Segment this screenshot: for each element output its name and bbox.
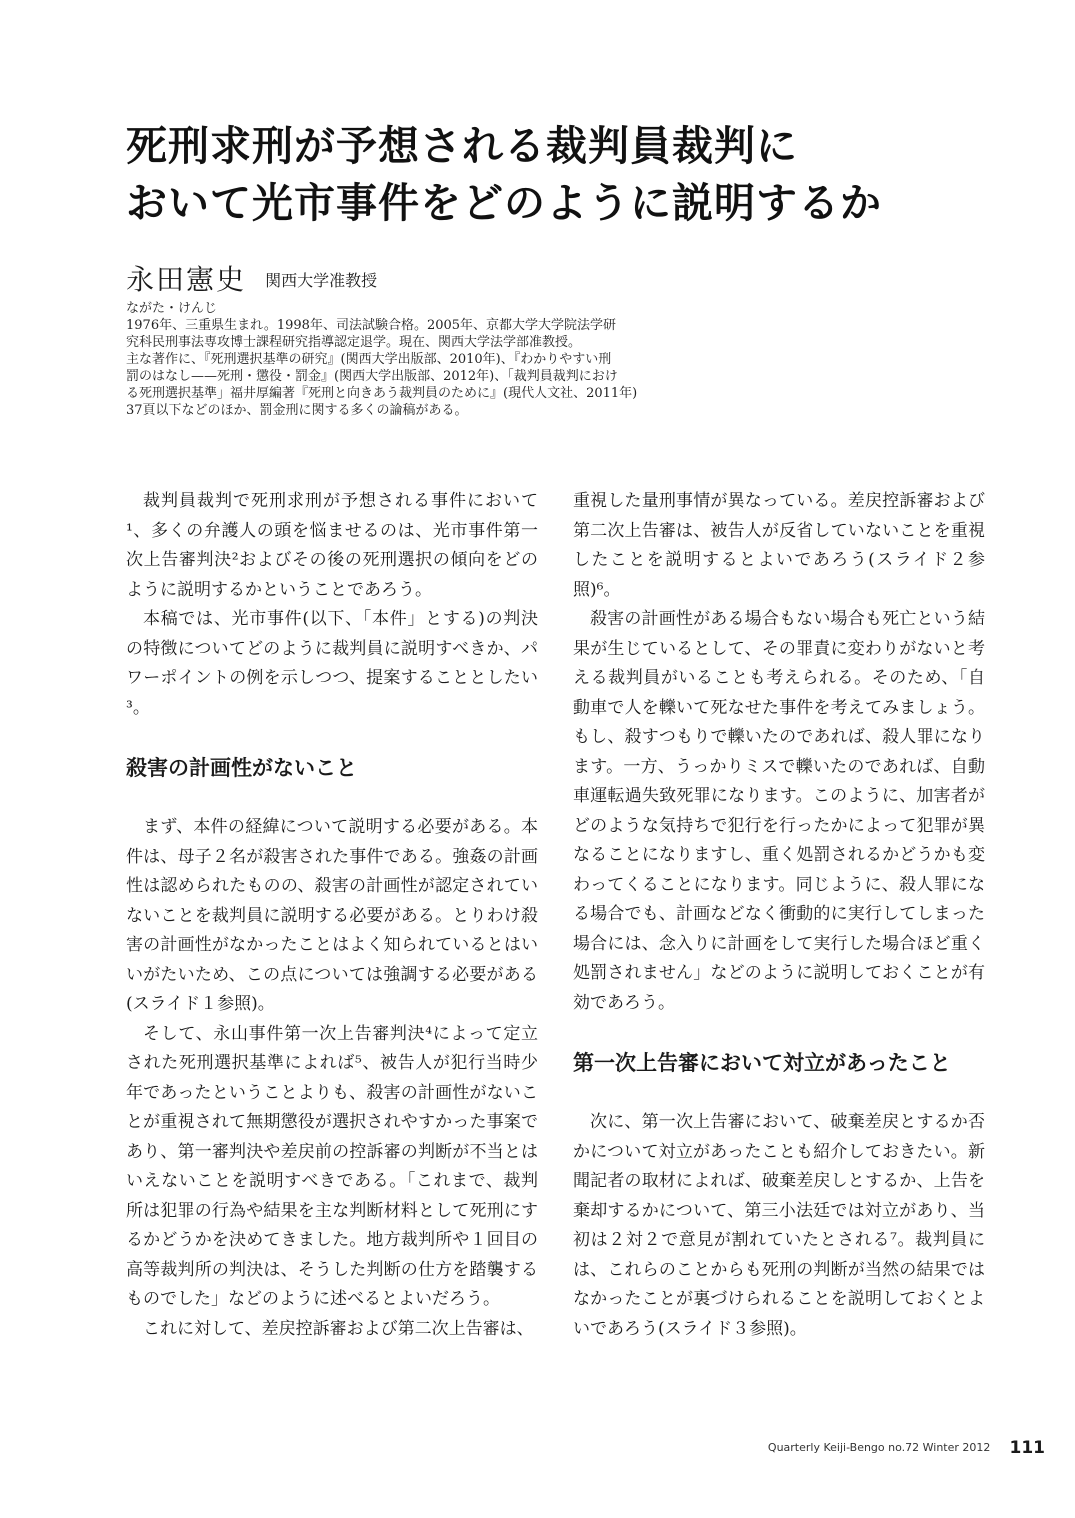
body-paragraph: 次に、第一次上告審において、破棄差戻とするか否かについて対立があったことも紹介しておきたい。新聞記者の取材によれば、破棄差戻しとするか、上告を棄却するかについて、第三小法廷では対立があり、当初は２対２で意見が割れていたとされる⁷。裁判員には、これらのことからも死刑の判断が当然の結果ではなかったことが裏づけられることを説明しておくとよいであろう(スライド３参照)。 bbox=[573, 1112, 985, 1339]
body-paragraph: 裁判員裁判で死刑求刑が予想される事件において¹、多くの弁護人の頭を悩ませるのは、光市事件第一次上告審判決²およびその後の死刑選択の傾向をどのように説明するかということであろう。 bbox=[126, 491, 538, 600]
bio-line: る死刑選択基準」福井厚編著『死刑と向きあう裁判員のために』(現代人文社、2011年) bbox=[126, 386, 638, 401]
author-affiliation: 関西大学准教授 bbox=[265, 271, 378, 290]
author-row bbox=[126, 258, 377, 298]
section-heading: 殺害の計画性がないこと bbox=[126, 755, 357, 780]
bio-reading: ながた・けんじ bbox=[126, 301, 218, 316]
right-column bbox=[573, 487, 985, 1344]
body-paragraph: 殺害の計画性がある場合もない場合も死亡という結果が生じているとして、その罪責に変わりがないと考える裁判員がいることも考えられる。そのため、「自動車で人を轢いて死なせた事件を考えてみましょう。もし、殺すつもりで轢いたのであれば、殺人罪になります。一方、うっかりミスで轢いたのであれば、自動車運転過失致死罪になります。このように、加害者がどのような気持ちで犯行を行ったかによって犯罪が異なることになりますし、重く処罰されるかどうかも変わってくることになります。同じように、殺人罪になる場合でも、計画などなく衝動的に実行してしまった場合には、念入りに計画をして実行した場合ほど重く処罰されません」などのように説明しておくことが有効であろう。 bbox=[573, 609, 985, 1013]
bio-line: 究科民刑事法専攻博士課程研究指導認定退学。現在、関西大学法学部准教授。 bbox=[126, 335, 582, 350]
left-column bbox=[126, 487, 538, 1344]
bio-line: 主な著作に、『死刑選択基準の研究』(関西大学出版部、2010年)、『わかりやすい刑 bbox=[126, 352, 612, 367]
bio-line: 罰のはなし——死刑・懲役・罰金』(関西大学出版部、2012年)、「裁判員裁判におけ bbox=[126, 369, 618, 384]
journal-name: Quarterly Keiji-Bengo no.72 Winter 2012 bbox=[767, 1441, 991, 1454]
bio-line: 37頁以下などのほか、罰金刑に関する多くの論稿がある。 bbox=[126, 403, 468, 418]
body-paragraph: 本稿では、光市事件(以下、「本件」とする)の判決の特徴についてどのように裁判員に説明すべきか、パワーポイントの例を示しつつ、提案することとしたい³。 bbox=[126, 609, 538, 718]
body-paragraph: まず、本件の経緯について説明する必要がある。本件は、母子２名が殺害された事件である。強姦の計画性は認められたものの、殺害の計画性が認定されていないことを裁判員に説明する必要がある。とりわけ殺害の計画性がなかったことはよく知られているとはいいがたいため、この点については強調する必要がある(スライド１参照)。 bbox=[126, 817, 538, 1014]
title-line-2: おいて光市事件をどのように説明するか bbox=[126, 179, 882, 227]
bio-line: 1976年、三重県生まれ。1998年、司法試験合格。2005年、京都大学大学院法学研 bbox=[126, 318, 617, 333]
body-paragraph: 重視した量刑事情が異なっている。差戻控訴審および第二次上告審は、被告人が反省していないことを重視したことを説明するとよいであろう(スライド２参照)⁶。 bbox=[573, 491, 985, 600]
article-title bbox=[126, 118, 1026, 232]
body-paragraph: そして、永山事件第一次上告審判決⁴によって定立された死刑選択基準によれば⁵、被告人が犯行当時少年であったということよりも、殺害の計画性がないことが重視されて無期懲役が選択されやすかった事案であり、第一審判決や差戻前の控訴審の判断が不当とはいえないことを説明すべきである。「これまで、裁判所は犯罪の行為や結果を主な判断材料として死刑にするかどうかを決めてきました。地方裁判所や１回目の高等裁判所の判決は、そうした判断の仕方を踏襲するものでした」などのように述べるとよいだろう。 bbox=[126, 1023, 538, 1309]
section-heading: 第一次上告審において対立があったこと bbox=[573, 1050, 951, 1075]
author-name: 永田憲史 bbox=[126, 263, 247, 296]
title-line-1: 死刑求刑が予想される裁判員裁判に bbox=[126, 122, 798, 170]
body-paragraph: これに対して、差戻控訴審および第二次上告審は、 bbox=[143, 1318, 534, 1339]
page-footer bbox=[768, 1438, 1045, 1458]
page-number: 111 bbox=[1009, 1438, 1045, 1458]
author-bio bbox=[126, 300, 666, 419]
